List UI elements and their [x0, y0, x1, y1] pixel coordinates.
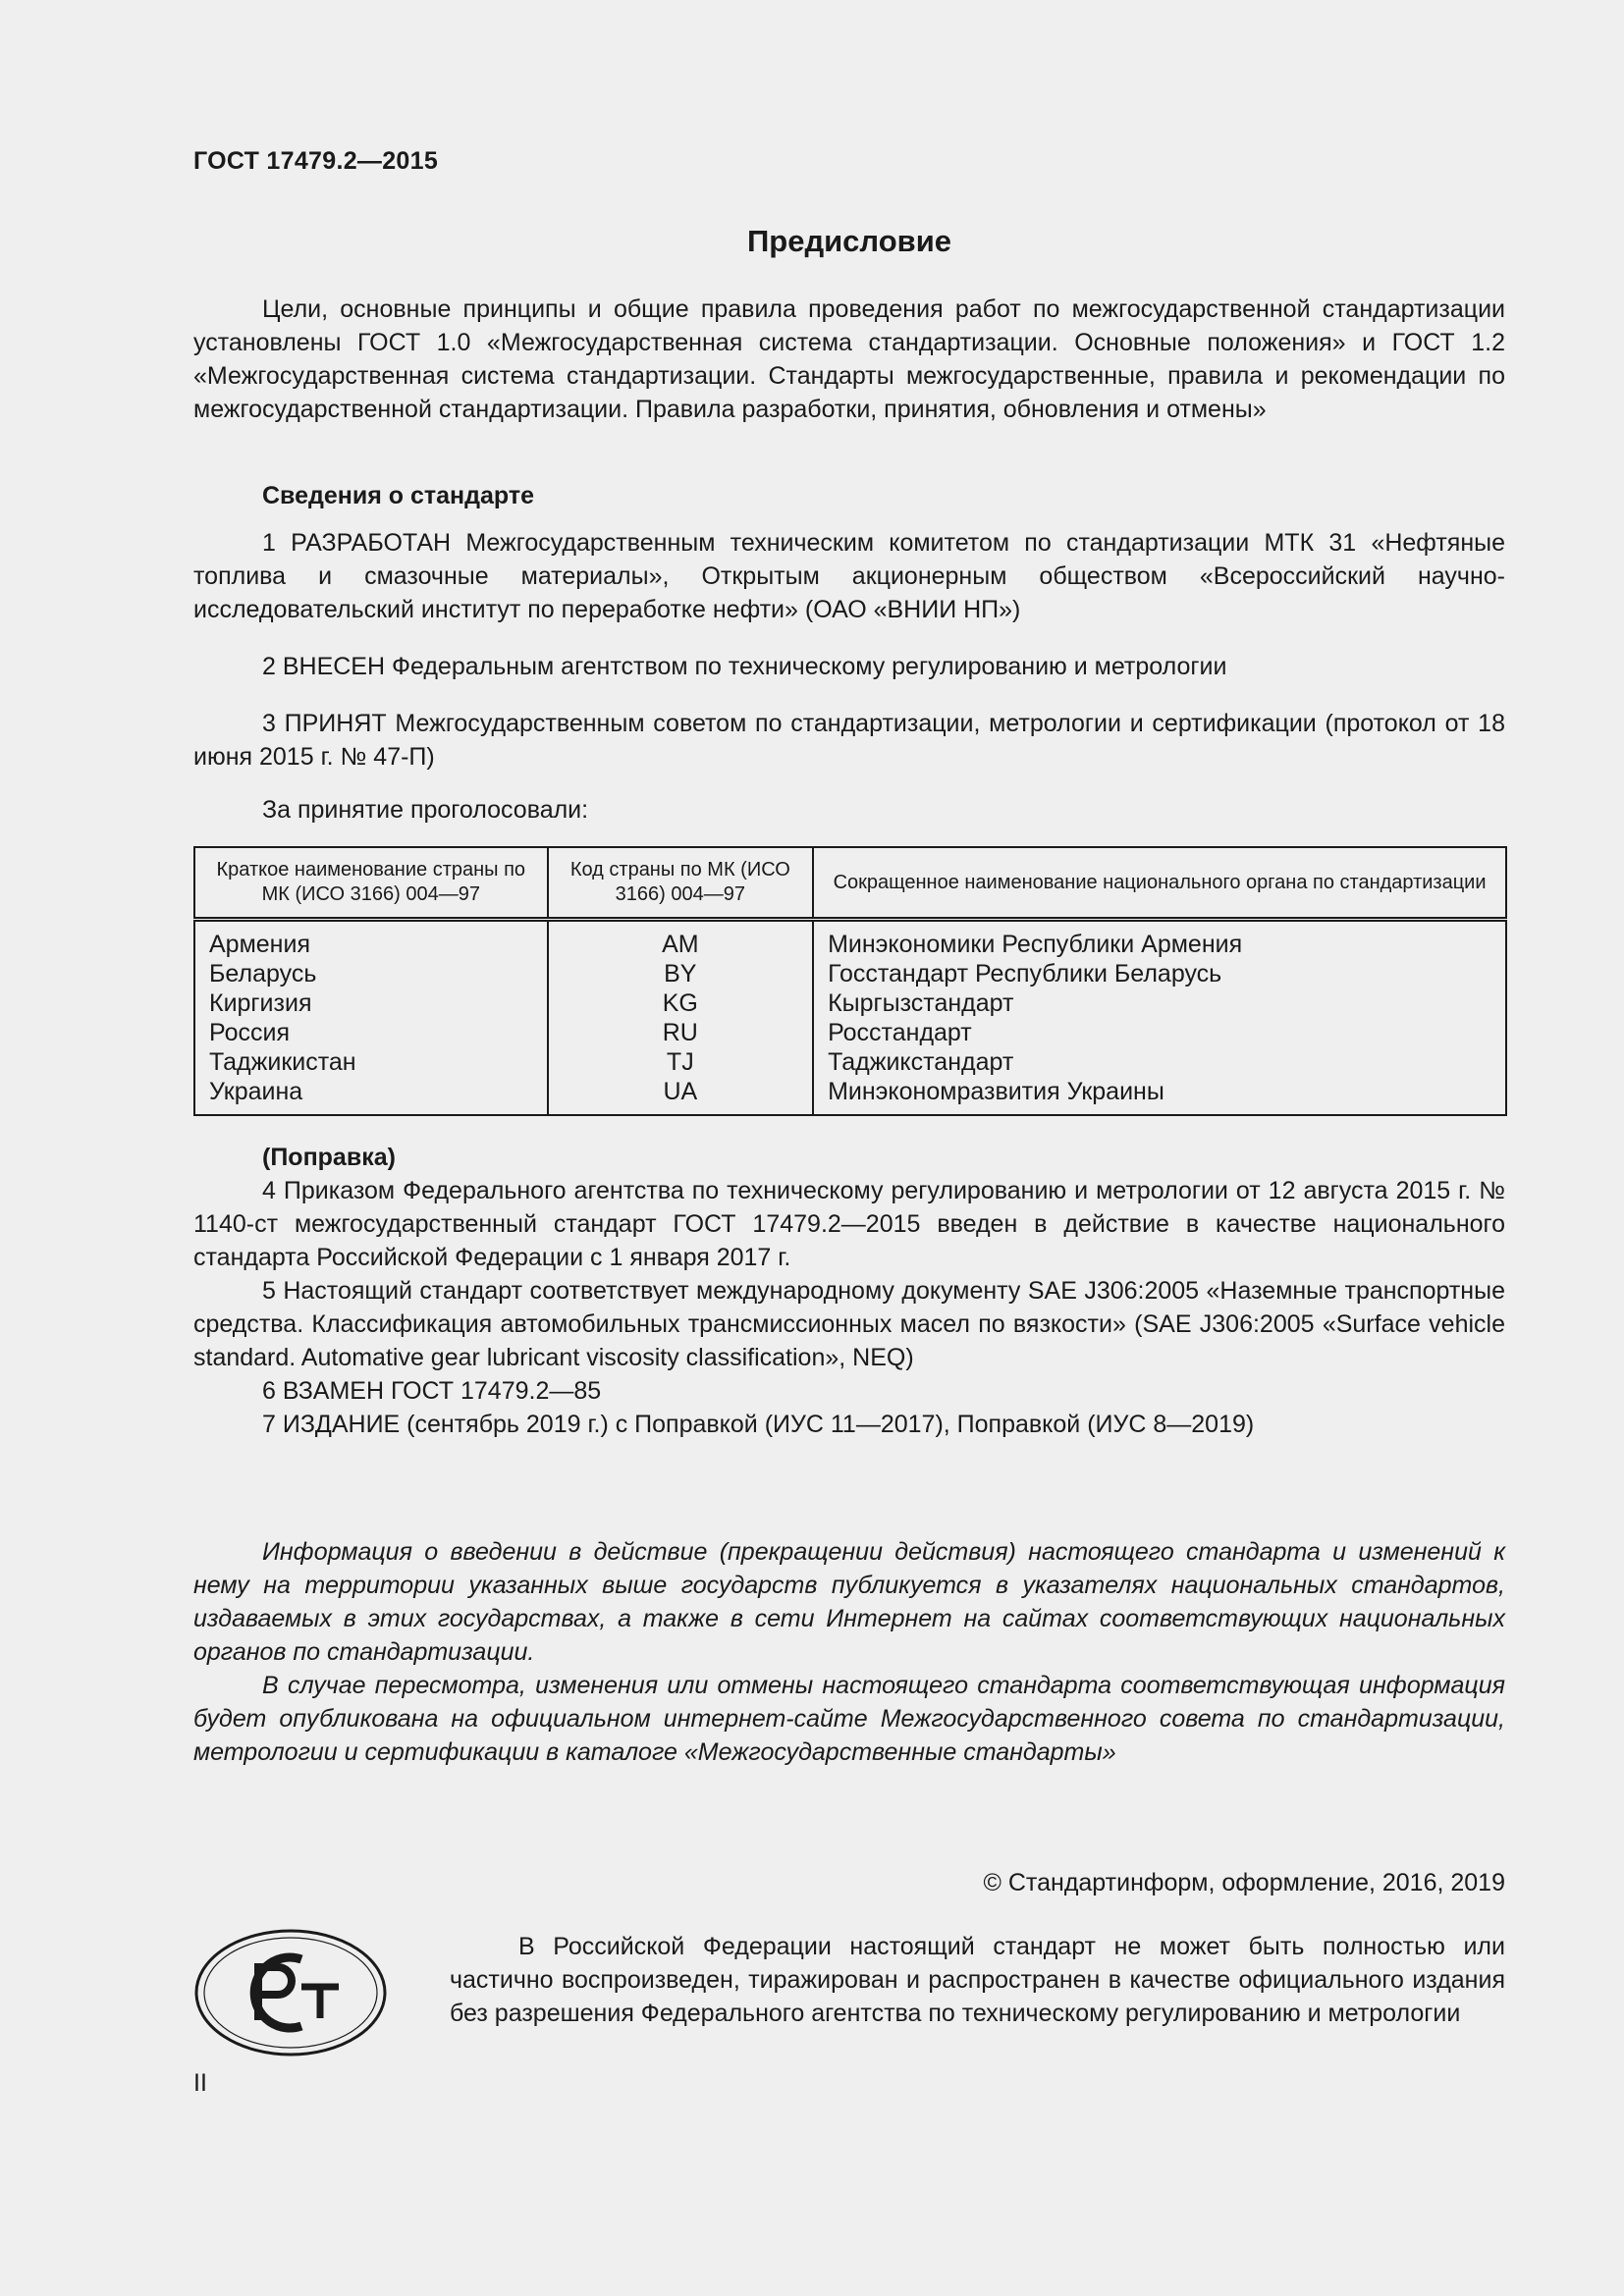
cell-code: AM	[548, 920, 814, 960]
gost-r-certification-logo-icon	[193, 1928, 388, 2057]
voted-label: За принятие проголосовали:	[262, 796, 589, 824]
cell-country: Таджикистан	[209, 1048, 356, 1076]
table-row	[194, 1018, 1506, 1047]
countries-table	[193, 846, 1507, 1116]
table-row	[194, 1047, 1506, 1077]
item-7: 7 ИЗДАНИЕ (сентябрь 2019 г.) с Поправкой (ИУС 11—2017), Поправкой (ИУС 8—2019)	[262, 1411, 1255, 1438]
item-5: 5 Настоящий стандарт соответствует международному документу SAE J306:2005 «Наземные транспортные средства. Классификация автомобильных трансмиссионных масел по вязкости» (SAE J306:2005 «Surface vehicle standard. Automative gear lubricant viscosity classification», NEQ)	[193, 1277, 1505, 1371]
notice-paragraph-2: В случае пересмотра, изменения или отмены настоящего стандарта соответствующая информация будет опубликована на официальном интернет-сайте Межгосударственного совета по стандартизации, метрологии и сертификации в каталоге «Межгосударственные стандарты»	[193, 1672, 1505, 1766]
cell-organization: Кыргызстандарт	[813, 988, 1506, 1018]
cell-country: Армения	[209, 931, 310, 958]
cell-organization: Таджикстандарт	[813, 1047, 1506, 1077]
amendment-heading: (Поправка)	[262, 1144, 396, 1171]
item-3-section	[193, 707, 1505, 774]
cell-organization: Росстандарт	[813, 1018, 1506, 1047]
table-row	[194, 1077, 1506, 1115]
cell-code: KG	[548, 988, 814, 1018]
notice-paragraph-1: Информация о введении в действие (прекращении действия) настоящего стандарта и изменений к нему на территории указанных выше государств публикуется в указателях национальных стандартов, издаваемых в этих государствах, а также в сети Интернет на сайтах соответствующих национальных органов по стандартизации.	[193, 1538, 1505, 1666]
cell-organization: Госстандарт Республики Беларусь	[813, 959, 1506, 988]
cell-organization: Минэкономики Республики Армения	[813, 920, 1506, 960]
item-2-section	[193, 650, 1505, 683]
table-row	[194, 959, 1506, 988]
cell-country: Россия	[209, 1019, 290, 1046]
intro-paragraph: Цели, основные принципы и общие правила проведения работ по межгосударственной стандартизации установлены ГОСТ 1.0 «Межгосударственная система стандартизации. Основные положения» и ГОСТ 1.2 «Межгосударственная система стандартизации. Стандарты межгосударственные, правила и рекомендации по межгосударственной стандартизации. Правила разработки, принятия, обновления и отмены»	[193, 295, 1505, 423]
item-6: 6 ВЗАМЕН ГОСТ 17479.2—85	[262, 1377, 602, 1405]
info-heading: Сведения о стандарте	[262, 482, 535, 509]
page-number: II	[193, 2069, 207, 2097]
table-header-row	[194, 847, 1506, 920]
item-1: 1 РАЗРАБОТАН Межгосударственным техническим комитетом по стандартизации МТК 31 «Нефтяные топлива и смазочные материалы», Открытым акционерным обществом «Всероссийский научно-исследовательский институт по переработке нефти» (ОАО «ВНИИ НП»)	[193, 529, 1505, 623]
item-1-section	[193, 526, 1505, 626]
amendment-section	[193, 1141, 1505, 1441]
item-4: 4 Приказом Федерального агентства по техническому регулированию и метрологии от 12 августа 2015 г. № 1140-ст межгосударственный стандарт ГОСТ 17479.2—2015 введен в действие в качестве национального стандарта Российской Федерации с 1 января 2017 г.	[193, 1177, 1505, 1271]
rights-notice	[450, 1930, 1505, 2030]
page-title: Предисловие	[746, 224, 951, 258]
notice-section	[193, 1535, 1505, 1769]
cell-code: RU	[548, 1018, 814, 1047]
column-header-code: Код страны по МК (ИСО 3166) 004—97	[548, 847, 814, 920]
item-3: 3 ПРИНЯТ Межгосударственным советом по стандартизации, метрологии и сертификации (протокол от 18 июня 2015 г. № 47-П)	[193, 710, 1505, 771]
cell-organization: Минэкономразвития Украины	[813, 1077, 1506, 1115]
cell-code: TJ	[548, 1047, 814, 1077]
voted-section	[193, 793, 1505, 827]
item-2: 2 ВНЕСЕН Федеральным агентством по техническому регулированию и метрологии	[262, 653, 1227, 680]
cell-country: Киргизия	[209, 989, 312, 1017]
table-row	[194, 988, 1506, 1018]
standard-info-section	[193, 479, 1505, 512]
copyright-line: © Стандартинформ, оформление, 2016, 2019	[983, 1869, 1505, 1896]
rights-paragraph: В Российской Федерации настоящий стандарт не может быть полностью или частично воспроизведен, тиражирован и распространен в качестве официального издания без разрешения Федерального агентства по техническому регулированию и метрологии	[450, 1933, 1505, 2027]
cell-country: Украина	[209, 1078, 303, 1105]
cell-code: UA	[548, 1077, 814, 1115]
cell-code: BY	[548, 959, 814, 988]
intro-section	[193, 293, 1505, 426]
column-header-country: Краткое наименование страны по МК (ИСО 3166) 004—97	[194, 847, 548, 920]
column-header-organization: Сокращенное наименование национального органа по стандартизации	[813, 847, 1506, 920]
document-header: ГОСТ 17479.2—2015	[193, 147, 439, 175]
cell-country: Беларусь	[209, 960, 317, 988]
table-row	[194, 920, 1506, 960]
